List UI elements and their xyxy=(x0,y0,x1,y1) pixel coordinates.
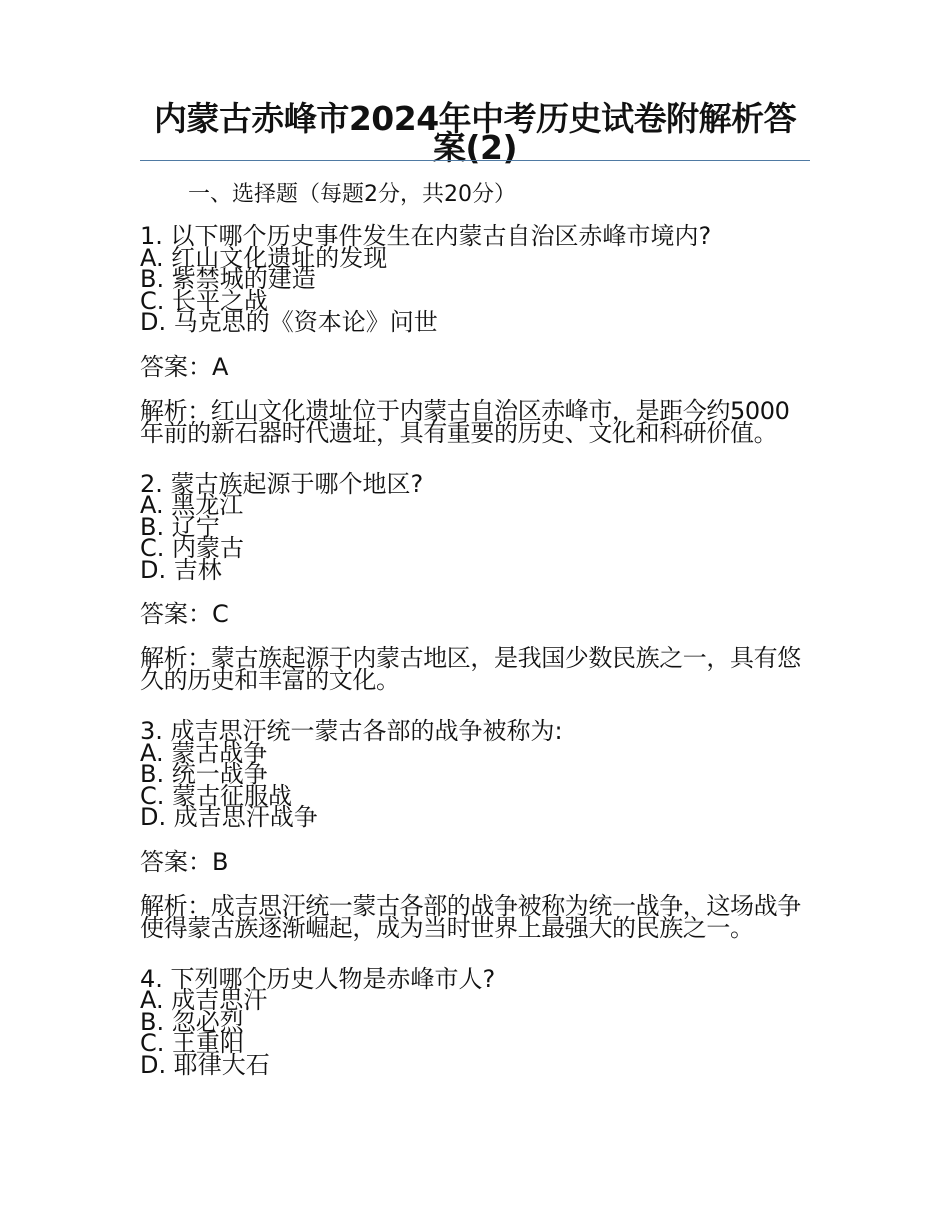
option-d: D. 吉林 xyxy=(140,555,222,584)
option-c: C. 内蒙古 xyxy=(140,534,245,562)
explanation: 解析：红山文化遗址位于内蒙古自治区赤峰市，是距今约5000年前的新石器时代遗址，具有重要的历史、文化和科研价值。 xyxy=(140,396,790,447)
page-title: 内蒙古赤峰市2024年中考历史试卷附解析答案(2) xyxy=(153,99,797,167)
explanation: 解析：蒙古族起源于内蒙古地区，是我国少数民族之一，具有悠久的历史和丰富的文化。 xyxy=(140,644,801,694)
question-stem: 2. 蒙古族起源于哪个地区? xyxy=(140,469,424,498)
option-c: C. 蒙古征服战 xyxy=(140,781,293,810)
question-stem: 1. 以下哪个历史事件发生在内蒙古自治区赤峰市境内? xyxy=(140,222,712,250)
option-a: A. 红山文化遗址的发现 xyxy=(140,243,388,272)
title-divider xyxy=(140,160,810,161)
question-2 xyxy=(140,469,812,714)
question-4 xyxy=(140,964,812,1079)
answer: 答案：A xyxy=(140,352,229,381)
option-b: B. 辽宁 xyxy=(140,512,220,541)
option-d: D. 马克思的《资本论》问世 xyxy=(140,308,438,336)
question-1 xyxy=(140,222,812,466)
option-d: D. 耶律大石 xyxy=(140,1050,270,1079)
explanation: 解析：成吉思汗统一蒙古各部的战争被称为统一战争，这场战争使得蒙古族逐渐崛起，成为当时世界上最强大的民族之一。 xyxy=(140,891,801,942)
option-a: A. 蒙古战争 xyxy=(140,738,268,767)
option-b: B. 统一战争 xyxy=(140,760,268,788)
option-c: C. 王重阳 xyxy=(140,1029,245,1057)
question-stem: 4. 下列哪个历史人物是赤峰市人? xyxy=(140,964,496,993)
option-c: C. 长平之战 xyxy=(140,286,269,315)
question-list xyxy=(140,222,812,1084)
answer: 答案：B xyxy=(140,847,229,876)
question-3 xyxy=(140,717,812,961)
option-a: A. 黑龙江 xyxy=(140,491,244,519)
section-heading: 一、选择题（每题2分，共20分） xyxy=(188,182,516,207)
option-a: A. 成吉思汗 xyxy=(140,986,268,1014)
option-d: D. 成吉思汗战争 xyxy=(140,803,318,831)
answer: 答案：C xyxy=(140,600,229,628)
option-b: B. 紫禁城的建造 xyxy=(140,265,316,293)
option-b: B. 忽必烈 xyxy=(140,1007,244,1036)
question-stem: 3. 成吉思汗统一蒙古各部的战争被称为: xyxy=(140,717,563,745)
